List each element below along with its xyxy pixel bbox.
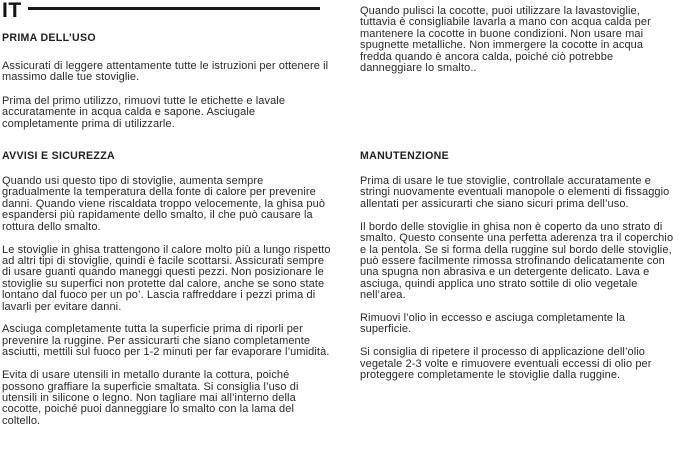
first-use-section bbox=[2, 32, 332, 130]
warnings-section bbox=[2, 150, 332, 439]
maintenance-heading: MANUTENZIONE bbox=[360, 150, 449, 162]
warnings-paragraph-4: Evita di usare utensili in metallo durante la cottura, poiché possono graffiare la superficie smaltata. Si consiglia l’uso di utensili in silicone o legno. Non tagliare mai all’interno della cocotte, poiché puoi danneggiare lo smalto con la lama del coltello. bbox=[2, 369, 299, 427]
warnings-paragraph-1: Quando usi questo tipo di stoviglie, aumenta sempre gradualmente la temperatura della fonte di calore per prevenire danni. Quando viene riscaldata troppo velocemente, la ghisa può espandersi più rapidamente dello smalto, il che può causare la rottura dello smalto. bbox=[2, 175, 326, 233]
warnings-paragraph-2: Le stoviglie in ghisa trattengono il calore molto più a lungo rispetto ad altri tipi di stoviglie, quindi è facile scottarsi. Assicurati sempre di usare guanti quando maneggi questi pezzi. Non posizionare le stoviglie su superfici non protette dal calore, anche se sono state lontano dal fuoco per un po’. Lascia raffreddare i pezzi prima di lavarli per evitare danni. bbox=[2, 243, 331, 313]
maintenance-paragraph-3: Rimuovi l’olio in eccesso e asciuga completamente la superficie. bbox=[360, 312, 626, 336]
maintenance-paragraph-1: Prima di usare le tue stoviglie, controllale accuratamente e stringi nuovamente eventuali manopole o elementi di fissaggio allentati per assicurarti che siano sicuri prima dell’uso. bbox=[360, 175, 670, 210]
first-use-paragraph-2: Prima del primo utilizzo, rimuovi tutte le etichette e lavale accuratamente in acqua calda e sapone. Asciugale completamente prima di utilizzarle. bbox=[2, 94, 286, 130]
cleaning-paragraph: Quando pulisci la cocotte, puoi utilizzare la lavastoviglie, tuttavia è consigliabile lavarla a mano con acqua calda per mantenere la cocotte in buone condizioni. Non usare mai spugnette metalliche. Non immergere la cocotte in acqua fredda quando è ancora calda, poiché ciò potrebbe danneggiare lo smalto.. bbox=[360, 5, 651, 75]
language-code: IT bbox=[2, 0, 22, 22]
maintenance-paragraph-2: Il bordo delle stoviglie in ghisa non è coperto da uno strato di smalto. Questo consente una perfetta aderenza tra il coperchio e la pentola. Se si forma della ruggine sul bordo delle stoviglie, può essere facilmente rimossa strofinando delicatamente con una spugna non abrasiva e un detergente delicato. Lava e asciuga, quindi applica uno strato sottile di olio vegetale nell’area. bbox=[360, 220, 674, 302]
header-rule bbox=[28, 7, 320, 10]
warnings-paragraph-3: Asciuga completamente tutta la superficie prima di riporli per prevenire la ruggine. Per assicurarti che siano completamente asciutti, mettili sul fuoco per 1-2 minuti per far evaporare l’umidità. bbox=[2, 323, 330, 359]
cleaning-section bbox=[360, 6, 678, 74]
warnings-heading: AVVISI E SICUREZZA bbox=[2, 150, 115, 162]
maintenance-paragraph-4: Si consiglia di ripetere il processo di applicazione dell’olio vegetale 2-3 volte e rimuovere eventuali eccessi di olio per proteggere completamente le stoviglie dalla ruggine. bbox=[360, 346, 652, 382]
maintenance-section bbox=[360, 150, 678, 393]
first-use-paragraph-1: Assicurati di leggere attentamente tutte le istruzioni per ottenere il massimo dalle tue stoviglie. bbox=[2, 60, 329, 84]
first-use-heading: PRIMA DELL’USO bbox=[2, 32, 96, 44]
